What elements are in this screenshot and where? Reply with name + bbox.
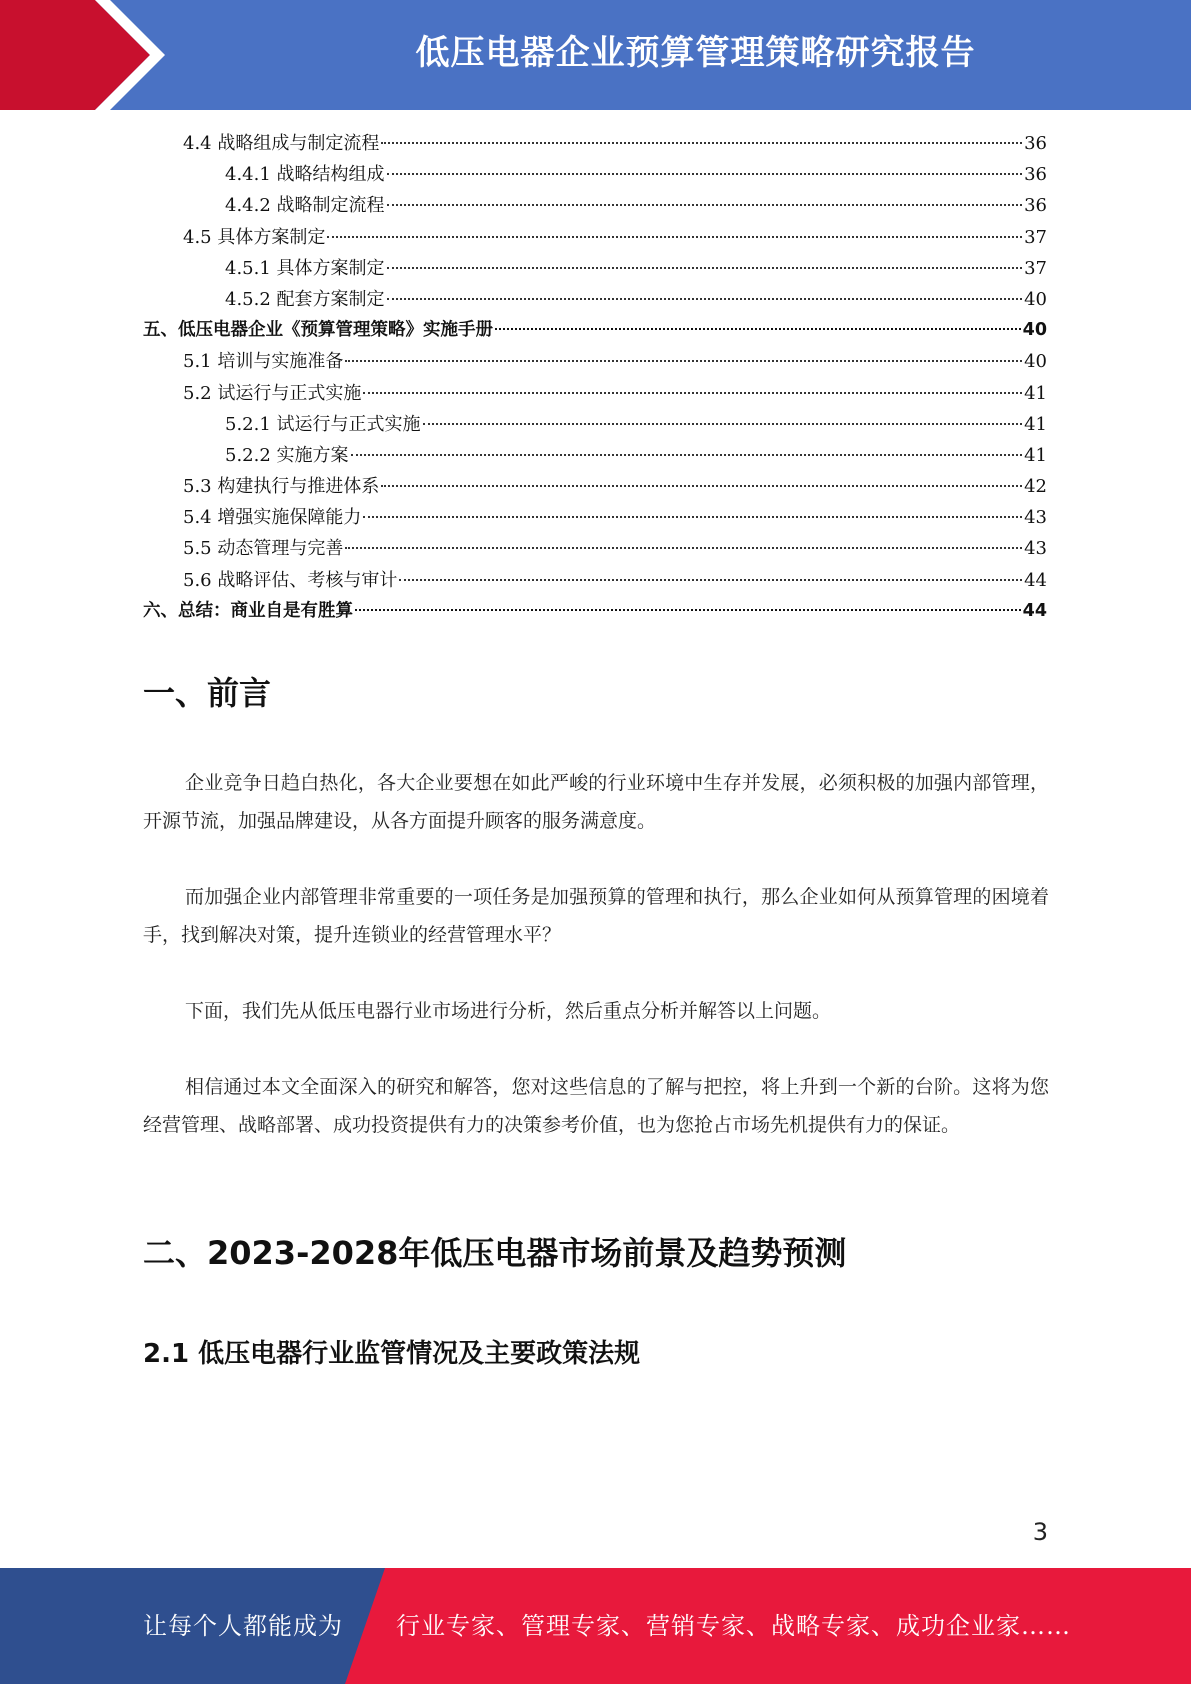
- section-heading-market-outlook: 二、2023-2028年低压电器市场前景及趋势预测: [143, 1234, 847, 1272]
- toc-entry[interactable]: [143, 159, 1047, 190]
- footer-slogan-left: 让每个人都能成为: [143, 1612, 343, 1640]
- toc-entry-title: 4.5.2 配套方案制定: [225, 288, 385, 310]
- toc-dot-leader: [387, 173, 1023, 175]
- toc-dot-leader: [351, 454, 1023, 456]
- toc-entry-page: 40: [1022, 320, 1047, 341]
- footer-slogan-right: 行业专家、管理专家、营销专家、战略专家、成功企业家……: [396, 1612, 1071, 1640]
- toc-dot-leader: [387, 204, 1023, 206]
- toc-dot-leader: [387, 267, 1023, 269]
- toc-entry-title: 5.5 动态管理与完善: [183, 538, 344, 560]
- toc-entry[interactable]: [143, 253, 1047, 284]
- preface-paragraph-2: 而加强企业内部管理非常重要的一项任务是加强预算的管理和执行，那么企业如何从预算管理的困境着手，找到解决对策，提升连锁业的经营管理水平？: [143, 886, 1049, 946]
- toc-entry[interactable]: [143, 596, 1047, 627]
- toc-entry-title: 五、低压电器企业《预算管理策略》实施手册: [143, 320, 493, 341]
- toc-entry-page: 36: [1024, 133, 1047, 154]
- toc-entry[interactable]: [143, 190, 1047, 221]
- table-of-contents: [143, 128, 1047, 627]
- toc-entry-page: 36: [1024, 164, 1047, 186]
- toc-entry[interactable]: [143, 471, 1047, 502]
- section-heading-preface: 一、前言: [143, 674, 272, 712]
- toc-entry[interactable]: [143, 378, 1047, 409]
- preface-paragraph-3: 下面，我们先从低压电器行业市场进行分析，然后重点分析并解答以上问题。: [185, 1000, 832, 1022]
- toc-entry[interactable]: [143, 533, 1047, 564]
- toc-dot-leader: [363, 392, 1022, 394]
- toc-entry[interactable]: [143, 222, 1047, 253]
- toc-entry-page: 40: [1024, 288, 1047, 310]
- toc-entry-title: 4.5 具体方案制定: [183, 226, 326, 248]
- toc-entry-page: 44: [1024, 569, 1047, 591]
- toc-entry-page: 41: [1024, 382, 1047, 404]
- page-footer: [0, 1568, 1191, 1684]
- toc-dot-leader: [387, 298, 1023, 300]
- toc-dot-leader: [381, 485, 1022, 487]
- toc-dot-leader: [355, 609, 1021, 611]
- preface-paragraph-4: 相信通过本文全面深入的研究和解答，您对这些信息的了解与把控，将上升到一个新的台阶。这将为您经营管理、战略部署、成功投资提供有力的决策参考价值，也为您抢占市场先机提供有力的保证。: [143, 1076, 1049, 1136]
- toc-entry[interactable]: [143, 409, 1047, 440]
- toc-entry-title: 4.5.1 具体方案制定: [225, 257, 385, 279]
- toc-entry-page: 37: [1024, 257, 1047, 279]
- toc-dot-leader: [495, 328, 1021, 330]
- toc-entry[interactable]: [143, 565, 1047, 596]
- toc-entry-page: 40: [1024, 351, 1047, 373]
- toc-entry-page: 36: [1024, 195, 1047, 217]
- toc-entry-title: 4.4.1 战略结构组成: [225, 164, 385, 186]
- toc-entry[interactable]: [143, 315, 1047, 346]
- toc-entry-title: 5.2.1 试运行与正式实施: [225, 413, 421, 435]
- toc-entry-title: 5.2 试运行与正式实施: [183, 382, 362, 404]
- toc-entry-page: 37: [1024, 226, 1047, 248]
- report-title: 低压电器企业预算管理策略研究报告: [415, 33, 976, 73]
- page-number: 3: [1032, 1518, 1048, 1546]
- toc-dot-leader: [381, 142, 1022, 144]
- subsection-heading-regulation: 2.1 低压电器行业监管情况及主要政策法规: [143, 1339, 641, 1369]
- header-chevron-decoration: [0, 0, 200, 110]
- toc-entry-title: 5.6 战略评估、考核与审计: [183, 569, 398, 591]
- toc-entry-title: 5.4 增强实施保障能力: [183, 507, 362, 529]
- toc-entry-page: 42: [1024, 476, 1047, 498]
- toc-entry[interactable]: [143, 346, 1047, 377]
- toc-entry-page: 41: [1024, 413, 1047, 435]
- toc-entry[interactable]: [143, 502, 1047, 533]
- toc-dot-leader: [399, 579, 1022, 581]
- toc-entry[interactable]: [143, 128, 1047, 159]
- toc-dot-leader: [423, 423, 1023, 425]
- toc-entry-title: 5.2.2 实施方案: [225, 444, 349, 466]
- toc-entry[interactable]: [143, 440, 1047, 471]
- toc-dot-leader: [345, 360, 1022, 362]
- toc-entry-page: 41: [1024, 444, 1047, 466]
- toc-entry[interactable]: [143, 284, 1047, 315]
- page-header: [0, 0, 1191, 110]
- toc-entry-page: 43: [1024, 538, 1047, 560]
- toc-entry-title: 六、总结：商业自是有胜算: [143, 600, 353, 621]
- toc-entry-page: 44: [1022, 600, 1047, 621]
- toc-dot-leader: [327, 236, 1022, 238]
- toc-entry-page: 43: [1024, 507, 1047, 529]
- toc-entry-title: 4.4 战略组成与制定流程: [183, 133, 380, 154]
- toc-dot-leader: [345, 547, 1022, 549]
- preface-paragraph-1: 企业竞争日趋白热化，各大企业要想在如此严峻的行业环境中生存并发展，必须积极的加强内部管理，开源节流，加强品牌建设，从各方面提升顾客的服务满意度。: [143, 772, 1049, 832]
- toc-entry-title: 4.4.2 战略制定流程: [225, 195, 385, 217]
- toc-entry-title: 5.3 构建执行与推进体系: [183, 476, 380, 498]
- toc-dot-leader: [363, 516, 1022, 518]
- toc-entry-title: 5.1 培训与实施准备: [183, 351, 344, 373]
